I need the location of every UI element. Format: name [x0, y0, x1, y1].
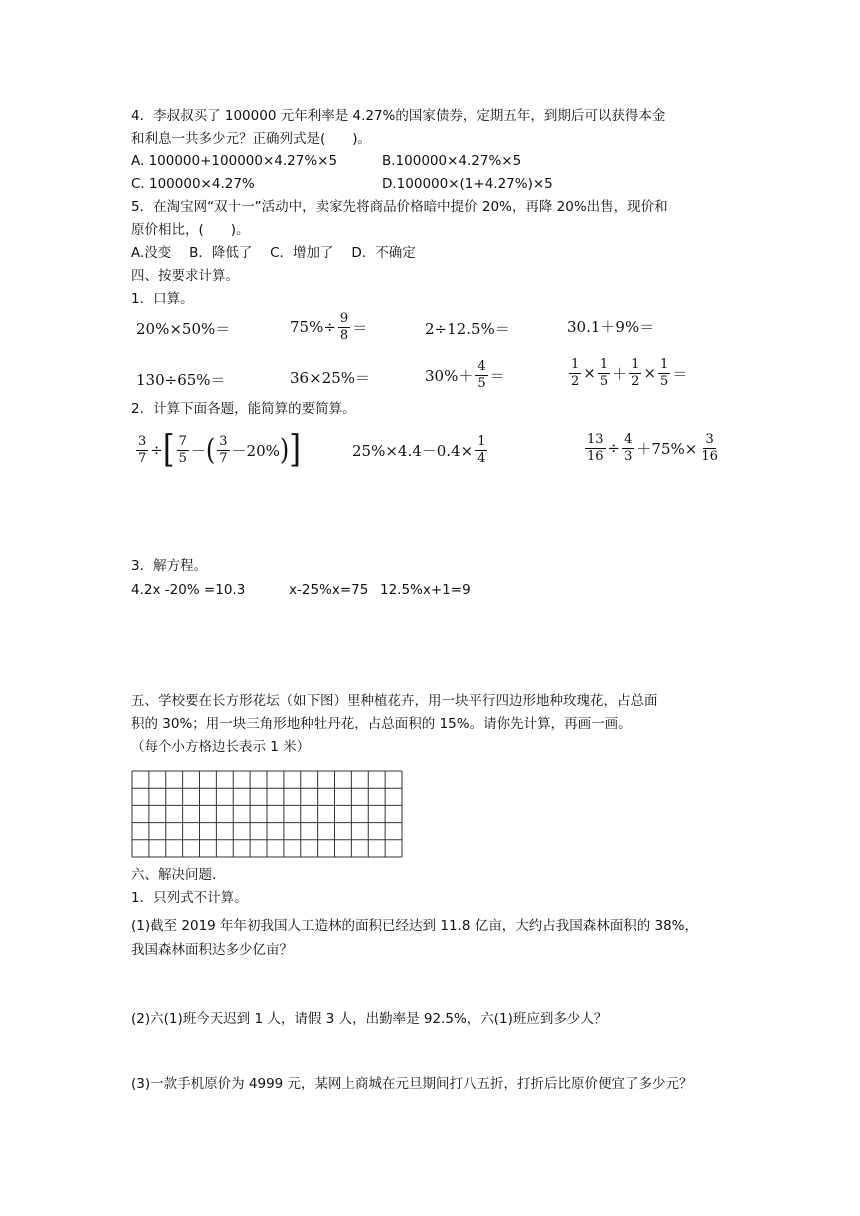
oral-a2-fraction [338, 312, 350, 343]
problem-1-line2: 我国森林面积达多少亿亩？ [131, 942, 293, 958]
q5-options: A.没变 B．降低了 C．增加了 D．不确定 [131, 245, 416, 261]
calc-1 [134, 428, 301, 472]
calc-2-frac [475, 435, 487, 466]
calc-1-frac1-num: 3 [138, 433, 147, 449]
section4-sub1: 1．口算。 [131, 291, 194, 307]
oral-b4-op3: × [643, 364, 657, 382]
oral-b4-frac4-num: 1 [660, 356, 669, 372]
oral-a2-numerator: 9 [339, 310, 349, 326]
oral-b4-frac1-num: 1 [571, 356, 580, 372]
calc-1-tail: －20% [231, 441, 280, 460]
calc-1-frac2-num: 7 [178, 433, 187, 449]
oral-b4-frac4-den: 5 [660, 373, 669, 389]
calc-1-right-bracket: ] [289, 427, 301, 472]
calc-3-mid: ＋75%× [636, 439, 698, 458]
problem-2: (2)六(1)班今天迟到 1 人，请假 3 人，出勤率是 92.5%，六(1)班应到多少人？ [131, 1011, 608, 1027]
oral-b4-frac1-den: 2 [571, 373, 580, 389]
calc-1-right-paren: ) [279, 433, 290, 467]
oral-a4: 30.1＋9%＝ [567, 317, 655, 336]
oral-a2-pre: 75%÷ [290, 318, 336, 336]
oral-b2: 36×25%＝ [290, 368, 370, 387]
calc-1-frac3 [217, 435, 229, 466]
oral-b4 [567, 353, 687, 393]
calc-3-frac2 [622, 433, 634, 464]
q4-option-a: A. 100000+100000×4.27%×5 [131, 153, 338, 169]
calc-1-left-bracket: [ [162, 427, 175, 472]
oral-a2 [290, 307, 367, 347]
calc-2-frac-den: 4 [477, 450, 486, 466]
oral-b3 [425, 355, 505, 395]
equation-1: 4.2x -20% =10.3 [131, 582, 246, 598]
calc-1-frac2-den: 5 [178, 450, 187, 466]
calc-2 [352, 430, 489, 470]
calc-3-frac3-num: 3 [705, 431, 714, 447]
section6-title: 六、解决问题. [131, 867, 217, 883]
equation-2: x-25%x=75 [289, 582, 369, 598]
oral-b4-frac3 [629, 358, 641, 389]
section5-line3: （每个小方格边长表示 1 米） [131, 739, 311, 755]
oral-b4-post: ＝ [672, 364, 688, 383]
oral-b4-frac2-den: 5 [599, 373, 609, 389]
calc-3-frac3-den: 16 [701, 448, 718, 464]
oral-a2-denominator: 8 [339, 327, 349, 343]
q4-stem-line1: 4．李叔叔买了 100000 元年利率是 4.27%的国家债券，定期五年，到期后可以获得本金 [131, 108, 666, 124]
oral-b3-numerator: 4 [477, 358, 486, 374]
oral-b3-pre: 30%＋ [425, 366, 474, 385]
calc-1-frac3-den: 7 [219, 450, 228, 466]
calc-1-frac2 [177, 435, 189, 466]
q4-option-b: B.100000×4.27%×5 [382, 153, 522, 169]
calc-3-div: ÷ [607, 439, 621, 457]
calc-1-frac3-num: 3 [219, 433, 228, 449]
section4-sub3: 3．解方程。 [131, 558, 208, 574]
q4-option-d: D.100000×(1+4.27%)×5 [382, 176, 553, 192]
oral-b3-denominator: 5 [477, 375, 486, 391]
calc-1-div: ÷ [150, 441, 163, 459]
calc-3-frac1 [585, 433, 606, 464]
problem-3: (3)一款手机原价为 4999 元，某网上商城在元旦期间打八五折，打折后比原价便宜了多少元？ [131, 1076, 693, 1092]
calc-2-pre: 25%×4.4－0.4× [352, 441, 474, 460]
section5-line1: 五、学校要在长方形花坛（如下图）里种植花卉，用一块平行四边形地种玫瑰花，占总面 [131, 693, 658, 709]
calc-3-frac1-num: 13 [587, 431, 604, 447]
q5-stem-line1: 5．在淘宝网“双十一”活动中，卖家先将商品价格暗中提价 20%，再降 20%出售，现价和 [131, 199, 668, 215]
q4-stem-line2: 和利息一共多少元？正确列式是( )。 [131, 131, 372, 147]
oral-b4-frac1 [569, 358, 581, 389]
calc-3-frac3 [699, 433, 720, 464]
calc-2-frac-num: 1 [477, 433, 486, 449]
oral-b4-frac2-num: 1 [599, 356, 609, 372]
oral-b4-frac3-num: 1 [631, 356, 640, 372]
calc-1-left-paren: ( [205, 433, 216, 467]
section5-line2: 积的 30%；用一块三角形地种牡丹花，占总面积的 15%。请你先计算，再画一画。 [131, 716, 632, 732]
calc-3-frac1-den: 16 [587, 448, 604, 464]
oral-b1: 130÷65%＝ [136, 370, 226, 389]
flowerbed-grid [131, 770, 403, 858]
oral-a2-post: ＝ [352, 318, 368, 337]
calc-3-frac2-den: 3 [624, 448, 633, 464]
oral-b4-frac3-den: 2 [631, 373, 640, 389]
calc-3 [583, 427, 722, 469]
oral-b4-op2: ＋ [612, 364, 628, 383]
oral-a1: 20%×50%＝ [136, 319, 231, 338]
oral-a3: 2÷12.5%＝ [425, 319, 510, 338]
calc-3-frac2-num: 4 [624, 431, 633, 447]
calc-1-frac1-den: 7 [138, 450, 147, 466]
section6-sub1: 1．只列式不计算。 [131, 890, 248, 906]
oral-b4-frac4 [658, 358, 670, 389]
calc-1-frac1 [136, 435, 148, 466]
section4-title: 四、按要求计算。 [131, 268, 239, 284]
q4-option-c: C. 100000×4.27% [131, 176, 255, 192]
oral-b3-post: ＝ [489, 366, 505, 385]
q5-stem-line2: 原价相比，( )。 [131, 222, 250, 238]
calc-1-minus: － [190, 441, 206, 460]
section4-sub2: 2．计算下面各题，能简算的要简算。 [131, 401, 356, 417]
oral-b3-fraction [475, 360, 487, 391]
oral-b4-op1: × [583, 364, 596, 382]
equation-3: 12.5%x+1=9 [380, 582, 471, 598]
oral-b4-frac2 [598, 358, 610, 389]
problem-1-line1: (1)截至 2019 年年初我国人工造林的面积已经达到 11.8 亿亩，大约占我国森林面积的 38%， [131, 918, 698, 934]
